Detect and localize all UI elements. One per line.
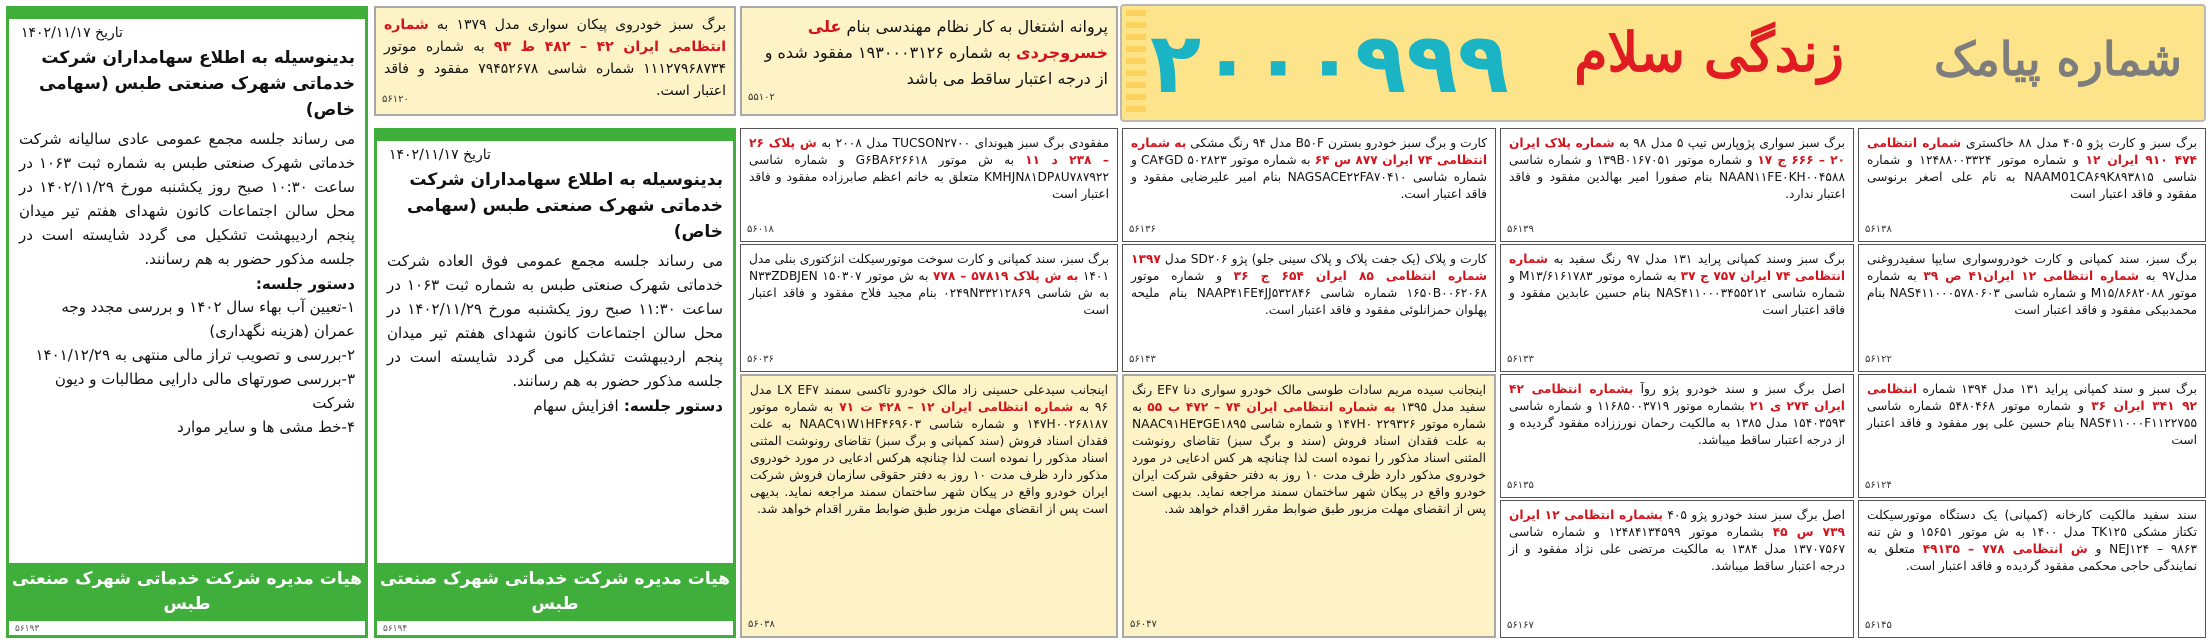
ad-code: ۵۶۰۴۷	[1130, 619, 1157, 630]
classified-ad	[740, 6, 1118, 116]
ad-text: به شماره موتور M۱۵/۸۶۸۲۰۸۸ و شماره شاسی NAS۴۱۱۰۰۰۵۷۸۰۶۰۳ بنام محمدبیکی مفقود و فاقد اعتبار است	[1867, 269, 2198, 317]
ad-plate-number: ش انتظامی ۷۷۸ – ۴۹۱۳۵	[1922, 542, 2088, 556]
agenda-item: ۳-بررسی صورتهای مالی دارایی مطالبات و دیون شرکت	[54, 370, 355, 412]
ad-plate-number: شماره پلاک ایران ۲۰ – ۶۶۶ ج ۱۷	[1509, 136, 1845, 167]
classified-ad	[1858, 244, 2206, 372]
ad-text: و شماره موتور ۵۴۸۰۴۶۸ شماره شاسی NAS۴۱۱۰۰۰F۱۱۲۲۷۵۵ بنام حسین علی پور مفقود و فاقد اعتبار است	[1867, 399, 2197, 447]
banner-decoration	[1126, 10, 1146, 118]
ad-code: ۵۶۱۲۴	[1865, 480, 1892, 491]
ad-text: به ش موتور G۶BA۶۲۶۶۱۸ و شماره شاسی KMHJN۸۱DP۸U۷۸۷۹۲۲ متعلق به خانم اعظم صابرزاده مفقود و فاقد اعتبار است	[749, 153, 1109, 201]
ad-text: به شماره ۱۹۳۰۰۰۳۱۲۶ مفقود شده و از درجه اعتبار ساقط می باشد	[764, 43, 1108, 88]
ad-text: اینجانب سیده مریم سادات طوسی مالک خودرو سواری دنا EF۷ رنگ سفید مدل ۱۳۹۵	[1132, 383, 1487, 414]
classified-ad	[1500, 374, 1854, 498]
ad-text: اصل برگ سبز سند خودرو پژو ۴۰۵	[1662, 508, 1845, 522]
ad-plate-number: شماره انتظامی ایران ۱۲ – ۴۲۸ ت ۷۱	[839, 400, 1074, 414]
notice-agenda-item: افزایش سهام	[533, 397, 619, 415]
ad-text: به شماره موتور ۵۰۲۸۲۳ CA۴GD و شماره شاسی NAGSACE۲۲FA۷۰۴۱۰ بنام امیر علیرضایی مفقود و فاقد اعتبار است.	[1131, 153, 1487, 201]
ad-code: ۵۶۱۳۸	[1865, 224, 1892, 235]
ad-plate-number: شماره انتظامی ۴۷۴ ۹۱۰ ایران ۱۲	[1867, 136, 2197, 167]
classified-ad	[1858, 128, 2206, 242]
brand-title: زندگی سلام	[1574, 20, 1844, 84]
agenda-item: ۲-بررسی و تصویب تراز مالی منتهی به ۱۴۰۱/۱۲/۲۹	[35, 346, 355, 364]
ad-text: به ش موتور ۱۵۰۳۰۷ N۳۳ZDBJEN به ش شاسی ۰۲۴۹N۳۳۲۱۲۸۶۹ بنام مجید فلاح مفقود و فاقد اعتبار است	[749, 269, 1109, 317]
shareholders-notice-extraordinary	[374, 128, 736, 638]
classified-ad	[740, 128, 1118, 242]
ad-text: سند سفید مالکیت کارخانه (کمپانی) یک دستگاه موتورسیکلت تکتاز مشکی TK۱۲۵ مدل ۱۴۰۰ به ش موتور ۱۵۶۵۱ و ش تنه ۹۸۶۳ – NEJ۱۲۴ و	[1867, 508, 2198, 556]
notice-code: ۵۶۱۹۴	[383, 624, 408, 634]
ad-plate-number: بشماره انتظامی ۱۲ ایران ۷۳۹ س ۴۵	[1509, 508, 1845, 539]
sms-banner	[1120, 4, 2206, 122]
notice-agenda-title: دستور جلسه:	[623, 397, 723, 415]
notice-agenda-list	[9, 295, 365, 439]
agenda-item: ۱-تعیین آب بهاء سال ۱۴۰۲ و بررسی مجدد وجه عمران (هزینه نگهداری)	[61, 298, 355, 340]
ad-plate-number: انتظامی ۹۲ ۳۴۱ ایران ۳۶	[1867, 382, 2197, 413]
ad-text: بشماره موتور ۱۲۴۸۴۱۳۴۵۹۹ و شماره شاسی ۱۳۷۰۷۵۶۷ مدل ۱۳۸۴ به مالکیت مرتضی علی نژاد مفقود و از درجه اعتبار ساقط میباشد.	[1509, 525, 1845, 573]
notice-top-bar	[377, 131, 733, 141]
ad-text: اصل برگ سبز و سند خودرو پژو روآ	[1633, 382, 1845, 396]
notice-body: می رساند جلسه مجمع عمومی فوق العاده شرکت خدماتی شهرک صنعتی طبس به شماره ثبت ۱۰۶۳ در ساعت ۱۱:۳۰ صبح روز یکشنبه مورخ ۱۴۰۲/۱۱/۲۹ در محل سالن اجتماعات کانون شهدای هفتم تیر میدان پنجم اردیبهشت تشکیل می گردد شایسته است در جلسه مذکور حضور به هم رسانند.	[387, 252, 723, 390]
notice-signature: هیات مدیره شرکت خدماتی شهرک صنعتی طبس	[9, 563, 365, 621]
classified-ad	[1858, 500, 2206, 638]
ad-name-highlight: علی خسروجردی	[807, 17, 1108, 62]
ad-text: اینجانب سیدعلی حسینی زاد مالک خودرو تاکسی سمند LX EF۷ مدل ۹۶ به	[750, 383, 1108, 414]
ad-text: و شماره موتور ۱۳۹B۰۱۶۷۰۵۱ و شماره شاسی NAAN۱۱FE۰KH۰۰۴۵۸۸ بنام صفورا امیر بهالدین مفقود و فاقد اعتبار ندارد.	[1509, 153, 1845, 201]
notice-signature: هیات مدیره شرکت خدماتی شهرک صنعتی طبس	[377, 563, 733, 621]
ad-text: کارت و برگ سبز خودرو بسترن B۵۰F مدل ۹۴ رنگ مشکی	[1186, 136, 1487, 150]
ad-text: پروانه اشتغال به کار نظام مهندسی بنام	[841, 17, 1108, 36]
shareholders-notice-annual	[6, 6, 368, 638]
sms-label: شماره پیامک	[1934, 32, 2182, 86]
notice-top-bar	[9, 9, 365, 19]
notice-agenda	[377, 395, 733, 417]
ad-text: برگ سبز و کارت پژو ۴۰۵ مدل ۸۸ خاکستری	[1961, 136, 2197, 150]
classified-ad	[1500, 128, 1854, 242]
ad-code: ۵۶۱۴۵	[1865, 620, 1892, 631]
ad-text: برگ سبز وسند کمپانی پراید ۱۳۱ مدل ۹۷ رنگ سفید به	[1547, 252, 1846, 266]
ad-text: برگ سبز، سند کمپانی و کارت خودروسواری سایپا سفیدروغنی مدل۹۷ به	[1867, 252, 2197, 283]
ad-plate-number: به شماره انتظامی ایران ۷۴ – ۴۷۲ ب ۵۵	[1147, 400, 1396, 414]
ad-text: به شماره موتور M۱۳/۶۱۶۱۷۸۳ و شماره شاسی NAS۴۱۱۰۰۰۳۴۵۵۲۱۲ بنام حسین عابدین مفقود و فاقد اعتبار است	[1509, 269, 1845, 317]
classified-ad	[374, 6, 736, 116]
notice-heading: بدینوسیله به اطلاع سهامداران شرکت خدماتی شهرک صنعتی طبس (سهامی خاص)	[406, 170, 723, 242]
ad-text: مفقودی برگ سبز هیوندای TUCSON۲۷۰۰ مدل ۲۰۰۸ به	[816, 136, 1110, 150]
notice-date: تاریخ ۱۴۰۲/۱۱/۱۷	[21, 25, 123, 41]
notice-code: ۵۶۱۹۳	[15, 624, 40, 634]
ad-plate-number: شماره انتظامی ۷۴ ایران ۷۵۷ ج ۳۷	[1509, 252, 1846, 283]
ad-plate-number: شماره انتظامی ایران ۴۲ – ۴۸۲ ط ۹۳	[384, 17, 727, 55]
ad-text: کارت و پلاک (یک جفت پلاک و پلاک سینی جلو) پژو SD۲۰۶ مدل	[1160, 252, 1488, 266]
ad-text: بشماره موتور ۱۱۶۸۵۰۰۳۷۱۹ و شماره شاسی ۱۵۴۰۳۵۹۳ مدل ۱۳۸۵ به مالکیت رحمان نورززاده مفقود گردیده و از درجه اعتبار ساقط میباشد.	[1509, 399, 1845, 447]
ad-text: و شماره موتور ۱۶۵۰B۰۰۶۲۰۶۸ شماره شاسی NAAP۴۱FE۴JJ۵۳۲۸۴۶ بنام ملیحه پهلوان حمزانلوئی مفقود و فاقد اعتبار است.	[1131, 269, 1487, 317]
ad-plate-number: شماره انتظامی ۱۲ ایران۴۱ ص ۳۹	[1923, 269, 2140, 283]
classified-ad	[1122, 374, 1496, 638]
ad-code: ۵۶۰۱۸	[747, 224, 774, 235]
classified-ad	[1122, 244, 1496, 372]
ad-code: ۵۶۱۲۰	[382, 94, 409, 105]
ad-plate-number: به شماره انتظامی ۷۴ ایران ۸۷۷ س ۶۴	[1131, 136, 1488, 167]
ad-code: ۵۶۰۳۶	[747, 354, 774, 365]
ad-code: ۵۶۱۳۹	[1507, 224, 1534, 235]
ad-text: به شماره موتور ۲۲۹۳۲۶ ۱۴۷H۰ و شماره شاسی NAAC۹۱HE۳GE۱۸۹۵ به علت فقدان اسناد فروش (سند و برگ سبز) تقاضای رونوشت المثنی اسناد مذکور را نموده است لذا چنانچه هر کس ادعایی در مورد خودروی مذکور دارد ظرف مدت ۱۰ روز به دفتر حقوقی شرکت ایران خودرو واقع در پیکان شهر ساختمان سمند مراجعه نماید. بدیهی است پس از انقضای مهلت مزبور طبق ضوابط مقرر اقدام خواهد شد.	[1132, 400, 1487, 516]
ad-text: برگ سبز خودروی پیکان سواری مدل ۱۳۷۹ به	[428, 17, 726, 33]
ad-code: ۵۶۱۳۶	[1129, 224, 1156, 235]
classified-ad	[1858, 374, 2206, 498]
classified-ad	[740, 374, 1118, 638]
ad-text: به شماره موتور ۱۴۷H۰۰۲۶۸۱۸۷ و شماره شاسی NAAC۹۱W۱HF۴۶۹۶۰۳ به علت فقدان اسناد فروش (سند کمپانی و برگ سبز) تقاضای رونوشت المثنی اسناد مذکور را نموده است لذا چنانچه هرکس ادعایی در مورد خودروی مذکور دارد ظرف مدت ۱۰ روز به دفتر حقوقی سازمان فروش شرکت ایران خودرو واقع در پیکان شهر ساختمان سمند مراجعه نماید. بدیهی است پس از انقضای مهلت مزبور طبق ضوابط مقرر اقدام خواهد شد.	[750, 400, 1109, 516]
ad-plate-number: ۱۳۹۷ شماره انتظامی ۸۵ ایران ۶۵۴ ج ۳۶	[1131, 252, 1487, 283]
agenda-item: ۴-خط مشی ها و سایر موارد	[177, 418, 355, 436]
ad-plate-number: ش پلاک ۲۶ – ۲۳۸ د ۱۱	[749, 136, 1110, 167]
ad-text: برگ سبز و سند کمپانی پراید ۱۳۱ مدل ۱۳۹۴ شماره	[1917, 382, 2197, 396]
ad-code: ۵۶۱۳۳	[1507, 354, 1534, 365]
ad-text: برگ سبز، سند کمپانی و کارت سوخت موتورسیکلت انژکتوری بنلی مدل ۱۴۰۱	[749, 252, 1110, 283]
notice-date: تاریخ ۱۴۰۲/۱۱/۱۷	[389, 147, 491, 163]
ad-code: ۵۵۱۰۲	[748, 92, 775, 103]
ad-text: و شماره موتور ۱۲۴۸۸۰۰۳۳۲۴ و شماره شاسی NAAM01CA۶۹K۸۹۳۸۱۵ به نام علی اصغر برنوسی مفقود و فاقد اعتبار است	[1867, 153, 2197, 201]
classified-ad	[1500, 500, 1854, 638]
ad-plate-number: بشماره انتظامی ۴۲ ایران ۲۷۴ ی ۲۱	[1509, 382, 1845, 413]
ad-code: ۵۶۱۴۳	[1129, 354, 1156, 365]
ad-code: ۵۶۱۶۷	[1507, 620, 1534, 631]
notice-heading: بدینوسیله به اطلاع سهامداران شرکت خدماتی شهرک صنعتی طبس (سهامی خاص)	[38, 48, 355, 120]
ad-code: ۵۶۰۳۸	[748, 619, 775, 630]
classified-ad	[1500, 244, 1854, 372]
ad-code: ۵۶۱۳۵	[1507, 480, 1534, 491]
sms-number: ۲۰۰۰۹۹۹	[1150, 14, 1509, 112]
classified-ad	[740, 244, 1118, 372]
ad-code: ۵۶۱۲۲	[1865, 354, 1892, 365]
notice-agenda-title: دستور جلسه:	[255, 275, 355, 293]
ad-text: به شماره موتور ۱۱۱۲۷۹۶۸۷۳۴ شماره شاسی ۷۹۴۵۲۶۷۸ مفقود و فاقد اعتبار است.	[384, 39, 726, 99]
notice-body: می رساند جلسه مجمع عمومی عادی سالیانه شرکت خدماتی شهرک صنعتی طبس به شماره ثبت ۱۰۶۳ در ساعت ۱۰:۳۰ صبح روز یکشنبه مورخ ۱۴۰۲/۱۱/۲۹ در محل سالن اجتماعات کانون شهدای هفتم تیر میدان پنجم اردیبهشت تشکیل می گردد شایسته است در جلسه مذکور حضور به هم رسانند.	[19, 130, 355, 268]
ad-text: برگ سبز سواری پژوپارس تیپ ۵ مدل ۹۸ به	[1614, 136, 1845, 150]
ad-text: متعلق به نمایندگی حاجی محکمی مفقود گردیده و فاقد اعتبار است.	[1867, 542, 2197, 573]
ad-plate-number: به ش پلاک ۵۷۸۱۹ – ۷۷۸	[932, 269, 1079, 283]
classified-ad	[1122, 128, 1496, 242]
